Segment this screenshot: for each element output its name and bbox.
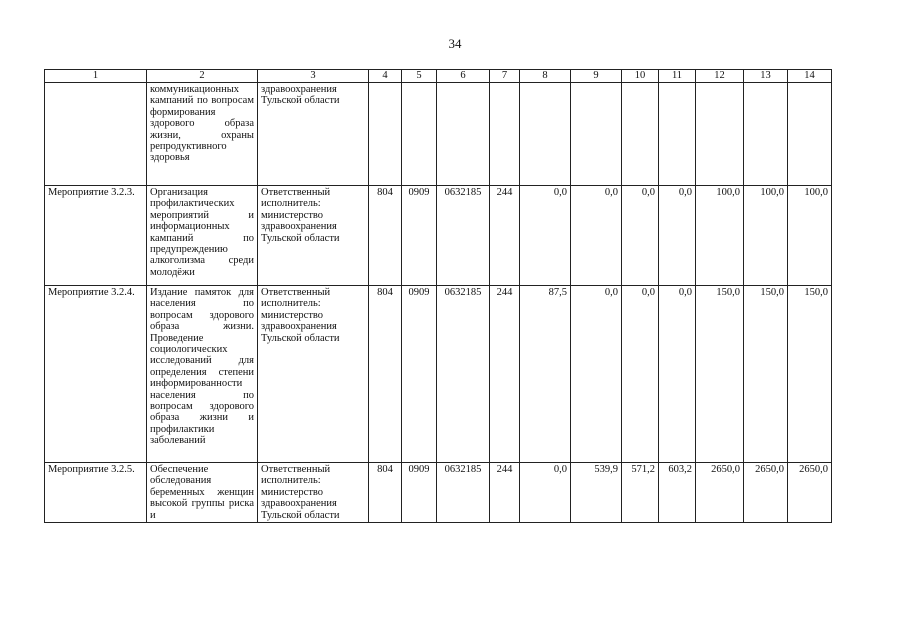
measure-name xyxy=(45,83,147,186)
cell-col4: 804 xyxy=(369,286,402,463)
cell-col6: 0632185 xyxy=(437,463,490,523)
cell-col8: 0,0 xyxy=(520,463,571,523)
column-header: 8 xyxy=(520,70,571,83)
column-header: 5 xyxy=(402,70,437,83)
measure-name: Мероприятие 3.2.4. xyxy=(45,286,147,463)
cell-col13: 100,0 xyxy=(744,186,788,286)
measure-description: коммуникационных кампаний по вопросам формирования здорового образа жизни, охраны репродуктивного здоровья xyxy=(147,83,258,186)
cell-col11 xyxy=(659,83,696,186)
cell-col14 xyxy=(788,83,832,186)
cell-col4 xyxy=(369,83,402,186)
measure-description: Организация профилактических мероприятий и информационных кампаний по предупреждению алкоголизма среди молодёжи xyxy=(147,186,258,286)
measure-executor: здравоохранения Тульской области xyxy=(258,83,369,186)
cell-col8: 87,5 xyxy=(520,286,571,463)
cell-col11: 0,0 xyxy=(659,286,696,463)
cell-col10 xyxy=(622,83,659,186)
cell-col7: 244 xyxy=(490,286,520,463)
header-row xyxy=(45,70,832,83)
cell-col5 xyxy=(402,83,437,186)
table-row xyxy=(45,286,832,463)
cell-col10: 0,0 xyxy=(622,186,659,286)
column-header: 13 xyxy=(744,70,788,83)
cell-col6: 0632185 xyxy=(437,286,490,463)
column-header: 3 xyxy=(258,70,369,83)
cell-col8: 0,0 xyxy=(520,186,571,286)
cell-col9: 539,9 xyxy=(571,463,622,523)
page-number: 34 xyxy=(448,36,462,51)
cell-col14: 2650,0 xyxy=(788,463,832,523)
measure-executor: Ответственный исполнитель: министерство здравоохранения Тульской области xyxy=(258,463,369,523)
cell-col10: 571,2 xyxy=(622,463,659,523)
cell-col6: 0632185 xyxy=(437,186,490,286)
cell-col11: 603,2 xyxy=(659,463,696,523)
cell-col9: 0,0 xyxy=(571,286,622,463)
cell-col12: 2650,0 xyxy=(696,463,744,523)
cell-col5: 0909 xyxy=(402,463,437,523)
cell-col8 xyxy=(520,83,571,186)
column-header: 14 xyxy=(788,70,832,83)
measure-description: Издание памяток для населения по вопросам здорового образа жизни. Проведение социологических исследований для определения степени информированности населения по вопросам здорового образа жизни и профилактики заболеваний xyxy=(147,286,258,463)
cell-col10: 0,0 xyxy=(622,286,659,463)
cell-col7 xyxy=(490,83,520,186)
column-header: 1 xyxy=(45,70,147,83)
column-header: 2 xyxy=(147,70,258,83)
cell-col12 xyxy=(696,83,744,186)
cell-col6 xyxy=(437,83,490,186)
measure-executor: Ответственный исполнитель: министерство здравоохранения Тульской области xyxy=(258,186,369,286)
column-header: 4 xyxy=(369,70,402,83)
cell-col7: 244 xyxy=(490,463,520,523)
measure-name: Мероприятие 3.2.5. xyxy=(45,463,147,523)
cell-col5: 0909 xyxy=(402,286,437,463)
table-row xyxy=(45,463,832,523)
cell-col14: 100,0 xyxy=(788,186,832,286)
measure-executor: Ответственный исполнитель: министерство здравоохранения Тульской области xyxy=(258,286,369,463)
cell-col9 xyxy=(571,83,622,186)
cell-col13: 150,0 xyxy=(744,286,788,463)
cell-col14: 150,0 xyxy=(788,286,832,463)
program-measures-table xyxy=(44,69,832,523)
cell-col13: 2650,0 xyxy=(744,463,788,523)
measure-name: Мероприятие 3.2.3. xyxy=(45,186,147,286)
cell-col12: 150,0 xyxy=(696,286,744,463)
cell-col4: 804 xyxy=(369,186,402,286)
cell-col7: 244 xyxy=(490,186,520,286)
column-header: 6 xyxy=(437,70,490,83)
column-header: 12 xyxy=(696,70,744,83)
cell-col4: 804 xyxy=(369,463,402,523)
table-row xyxy=(45,83,832,186)
column-header: 9 xyxy=(571,70,622,83)
column-header: 11 xyxy=(659,70,696,83)
table-row xyxy=(45,186,832,286)
cell-col11: 0,0 xyxy=(659,186,696,286)
cell-col5: 0909 xyxy=(402,186,437,286)
column-header: 10 xyxy=(622,70,659,83)
cell-col13 xyxy=(744,83,788,186)
cell-col12: 100,0 xyxy=(696,186,744,286)
measure-description: Обеспечение обследования беременных женщин высокой группы риска и xyxy=(147,463,258,523)
cell-col9: 0,0 xyxy=(571,186,622,286)
column-header: 7 xyxy=(490,70,520,83)
